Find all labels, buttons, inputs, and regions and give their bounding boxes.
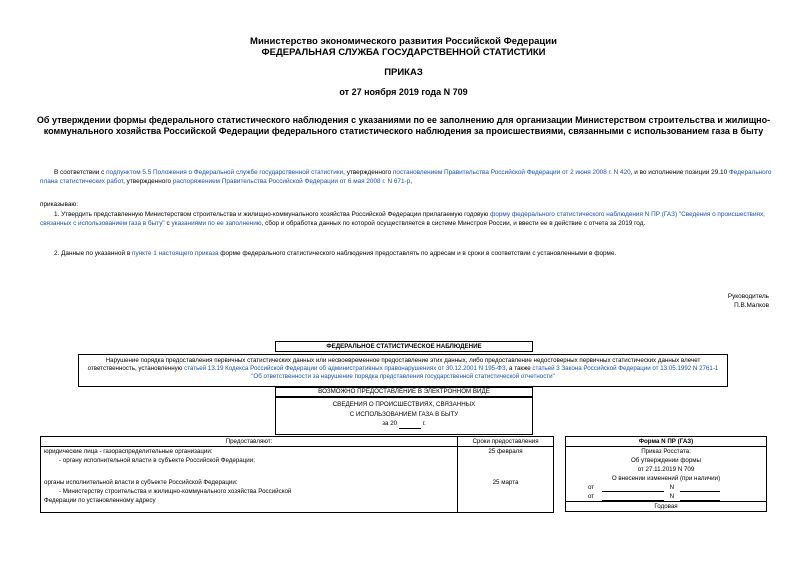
order-date: от 27 ноября 2019 года N 709 bbox=[339, 87, 468, 97]
col-providers: Предоставляют: bbox=[41, 437, 458, 447]
link-regulation-clause[interactable]: подпунктом 5.5 Положения о Федеральной службе государственной статистики bbox=[106, 169, 344, 176]
report-title-box bbox=[275, 397, 533, 435]
text-fragment: , утвержденного bbox=[123, 178, 173, 185]
provider-cell: - органу исполнительной власти в субъекте Российской Федерации; bbox=[41, 456, 458, 478]
link-government-order[interactable]: распоряжением Правительства Российской Федерации от 6 мая 2008 г. N 671-р bbox=[172, 178, 411, 185]
form-number: Форма N ПР (ГАЗ) bbox=[566, 437, 767, 447]
table-row bbox=[41, 478, 554, 487]
electronic-submission-note: ВОЗМОЖНО ПРЕДОСТАВЛЕНИЕ В ЭЛЕКТРОННОМ ВИДЕ bbox=[275, 387, 533, 397]
provider-cell: органы исполнительной власти в субъекте Российской Федерации: bbox=[41, 478, 458, 487]
form-approved-date: от 27.11.2019 N 709 bbox=[566, 465, 767, 474]
form-changes-label: О внесении изменений (при наличии) bbox=[566, 474, 767, 483]
table-row bbox=[41, 447, 554, 457]
violation-notice bbox=[78, 354, 728, 387]
table-row bbox=[41, 487, 554, 496]
number-label: N bbox=[669, 484, 675, 491]
form-info-wrap bbox=[565, 436, 767, 512]
signature-role: Руководитель bbox=[727, 293, 769, 300]
form-row bbox=[566, 456, 767, 465]
form-title-row bbox=[566, 437, 767, 447]
number-label: N bbox=[669, 493, 675, 500]
report-period bbox=[276, 419, 532, 429]
provider-cell: - Министерству строительства и жилищно-коммунального хозяйства Российской bbox=[41, 487, 458, 496]
form-row bbox=[566, 474, 767, 483]
form-periodicity: Годовая bbox=[566, 502, 767, 512]
number-blank[interactable] bbox=[680, 500, 720, 501]
signature-name: П.В.Малков bbox=[734, 302, 769, 309]
link-federal-plan[interactable]: Федерального плана статистических работ bbox=[40, 169, 772, 185]
from-blank[interactable] bbox=[602, 500, 664, 501]
changes-line-2 bbox=[566, 492, 767, 502]
ministry-name: Министерство экономического развития Российской Федерации bbox=[250, 36, 557, 47]
table-row bbox=[41, 496, 554, 513]
providers-table-wrap bbox=[40, 436, 554, 513]
changes-line-1 bbox=[566, 483, 767, 492]
order-title: Об утверждении формы федерального статистического наблюдения с указаниями по ее заполнению для организации Министерством строительства и жилищно-коммунального хозяйства Российской Федерации федерального статистического наблюдения за происшествиями, связанными с использованием газа в быту bbox=[36, 115, 771, 136]
table-row bbox=[41, 456, 554, 478]
text-fragment: 1. Утвердить представленную Министерством строительства и жилищно-коммунального хозяйства Российской Федерации прилагаемую годовую bbox=[54, 211, 491, 218]
form-row bbox=[566, 447, 767, 457]
form-periodicity-row bbox=[566, 502, 767, 512]
paragraph-item-2 bbox=[40, 249, 780, 258]
deadline-cell bbox=[458, 487, 554, 496]
order-heading: ПРИКАЗ bbox=[384, 67, 423, 78]
form-approved-of: Об утверждении формы bbox=[566, 456, 767, 465]
deadline-cell bbox=[458, 496, 554, 513]
col-deadlines: Сроки предоставления bbox=[458, 437, 554, 447]
ministry-header bbox=[0, 36, 807, 58]
text-fragment: , bbox=[410, 178, 412, 185]
paragraph-basis bbox=[40, 168, 780, 186]
year-blank bbox=[399, 428, 421, 429]
text-fragment: , а также bbox=[505, 365, 533, 372]
form-row bbox=[566, 465, 767, 474]
federal-observation-title: ФЕДЕРАЛЬНОЕ СТАТИСТИЧЕСКОЕ НАБЛЮДЕНИЕ bbox=[275, 341, 533, 352]
form-row bbox=[566, 492, 767, 502]
paragraph-item-1 bbox=[40, 210, 780, 228]
text-fragment: , сбор и обработка данных по которой осуществляется в системе Минстроя России, и ввести ее в действие с отчета за 2019 год. bbox=[261, 220, 646, 227]
paragraph-order-word: приказываю: bbox=[40, 201, 78, 208]
deadline-cell: 25 марта bbox=[458, 478, 554, 487]
signature-block bbox=[728, 292, 769, 310]
provider-cell: Федерации по установленному адресу bbox=[41, 496, 458, 513]
text-fragment: , утвержденного bbox=[343, 169, 393, 176]
link-item-1[interactable]: пункте 1 настоящего приказа bbox=[132, 250, 219, 257]
text-fragment: с bbox=[164, 220, 172, 227]
from-label: от bbox=[588, 484, 595, 491]
text-fragment: Нарушение порядка предоставления первичных статистических данных или несвоевременное предоставление этих данных, либо предоставление недостоверных первичных статистических данных влечет ответственность, установленную bbox=[87, 357, 701, 372]
text-fragment: В соответствии с bbox=[54, 169, 107, 176]
form-row bbox=[566, 483, 767, 492]
from-label: от bbox=[588, 493, 595, 500]
link-government-decree[interactable]: постановлением Правительства Российской Федерации от 2 июня 2008 г. N 420 bbox=[392, 169, 631, 176]
deadline-cell: 25 февраля bbox=[458, 447, 554, 457]
period-suffix: г. bbox=[422, 420, 426, 427]
text-fragment: форме федерального статистического наблюдения предоставлять по адресам и в сроки в соответствии с установленными в форме. bbox=[218, 250, 617, 257]
report-title-line-2: С ИСПОЛЬЗОВАНИЕМ ГАЗА В БЫТУ bbox=[349, 410, 459, 418]
text-fragment: 2. Данные по указанной в bbox=[54, 250, 132, 257]
table-header-row bbox=[41, 437, 554, 447]
providers-table bbox=[40, 436, 554, 513]
text-fragment: , и во исполнение позиции 29.10 bbox=[630, 169, 729, 176]
link-admin-code-article[interactable]: статьей 13.19 Кодекса Российской Федерации об административных правонарушениях от 30.12.2001 N 195-ФЗ bbox=[184, 365, 506, 372]
report-title-line-1: СВЕДЕНИЯ О ПРОИСШЕСТВИЯХ, СВЯЗАННЫХ bbox=[332, 401, 476, 408]
deadline-cell bbox=[458, 456, 554, 478]
form-approved-label: Приказ Росстата: bbox=[566, 447, 767, 457]
link-statistical-form[interactable]: форму федерального статистического наблюдения N ПР (ГАЗ) "Сведения о происшествиях, связанных с использованием газа в быту" bbox=[40, 211, 765, 227]
provider-cell: юридические лица - газораспределительные организации: bbox=[41, 447, 458, 457]
form-info-table bbox=[565, 436, 767, 512]
link-filling-instructions[interactable]: указаниями по ее заполнению bbox=[171, 220, 262, 227]
service-name: ФЕДЕРАЛЬНАЯ СЛУЖБА ГОСУДАРСТВЕННОЙ СТАТИСТИКИ bbox=[261, 47, 546, 58]
period-prefix: за 20 bbox=[382, 420, 398, 427]
link-law-article[interactable]: статьей 3 Закона Российской Федерации от 13.05.1992 N 2761-1 "Об ответственности за нарушение порядка представления государственной статистической отчетности" bbox=[251, 365, 719, 380]
